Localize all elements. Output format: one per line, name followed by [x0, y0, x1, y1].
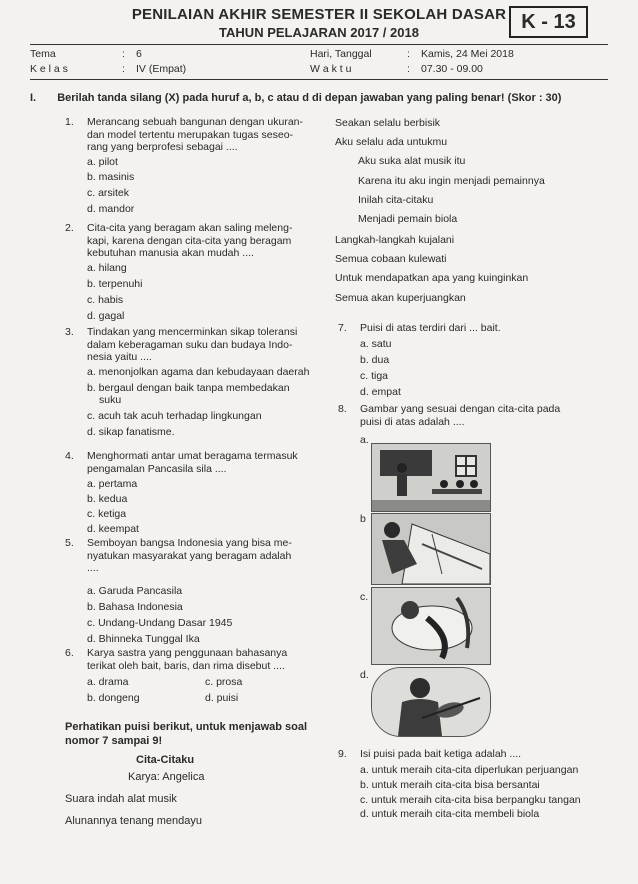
doctor-illustration	[372, 588, 490, 664]
option-c[interactable]: c. ketiga	[87, 508, 127, 520]
question-number: 4.	[65, 450, 74, 462]
question-3	[65, 326, 325, 446]
poem-line: Aku selalu ada untukmu	[335, 136, 448, 148]
question-line: nyatukan masyarakat yang beragam adalah	[87, 549, 292, 562]
question-number: 7.	[338, 322, 347, 334]
question-number: 2.	[65, 222, 74, 234]
question-text	[87, 116, 303, 154]
option-c[interactable]: c. arsitek	[87, 187, 130, 199]
waktu-value: 07.30 - 09.00	[421, 63, 483, 75]
poem-line: Seakan selalu berbisik	[335, 117, 441, 129]
poem-instruction	[65, 720, 307, 748]
question-number: 5.	[65, 537, 74, 549]
question-line: Merancang sebuah bangunan dengan ukuran-	[87, 116, 304, 128]
option-b[interactable]: b. kedua	[87, 493, 128, 505]
question-number: 8.	[338, 403, 347, 415]
question-line: Puisi di atas terdiri dari ... bait.	[360, 322, 501, 334]
question-4	[65, 450, 325, 536]
poem-title: Cita-Citaku	[136, 754, 195, 766]
poem-author: Karya: Angelica	[128, 771, 205, 783]
question-text	[360, 748, 521, 761]
option-d[interactable]: d. mandor	[87, 203, 135, 215]
question-text	[87, 647, 287, 672]
poem-line: Aku suka alat musik itu	[358, 155, 466, 167]
question-text	[87, 326, 297, 364]
question-line: Menghormati antar umat beragama termasuk	[87, 450, 298, 462]
question-1	[65, 116, 325, 218]
option-b[interactable]: b	[360, 513, 366, 525]
option-d[interactable]: d. keempat	[87, 523, 139, 535]
option-b[interactable]: b. terpenuhi	[87, 278, 143, 290]
kelas-value: IV (Empat)	[136, 63, 187, 75]
option-d[interactable]: d. puisi	[205, 692, 239, 704]
option-d[interactable]: d. gagal	[87, 310, 125, 322]
question-7	[338, 322, 608, 402]
question-text	[360, 403, 560, 428]
option-d[interactable]: d. untuk meraih cita-cita membeli biola	[360, 808, 540, 820]
option-b[interactable]: b. bergaul dengan baik tanpa membedakan	[87, 382, 290, 394]
poem-line: Inilah cita-citaku	[358, 194, 434, 206]
violinist-image[interactable]	[371, 667, 491, 737]
option-b-continuation: suku	[99, 394, 122, 406]
question-line: pengamalan Pancasila sila ....	[87, 462, 227, 475]
question-text	[360, 322, 501, 335]
question-6	[65, 647, 325, 711]
option-a[interactable]: a. menonjolkan agama dan kebudayaan daerah	[87, 366, 310, 378]
poem-line: Alunannya tenang mendayu	[65, 815, 202, 827]
info-divider	[30, 79, 608, 80]
question-line: puisi di atas adalah ....	[360, 415, 465, 428]
option-c[interactable]: c. acuh tak acuh terhadap lingkungan	[87, 410, 262, 422]
option-d[interactable]: d. Bhinneka Tunggal Ika	[87, 633, 200, 645]
question-line: rang yang berprofesi sebagai ....	[87, 141, 238, 153]
question-number: 6.	[65, 647, 74, 659]
poem-line: Langkah-langkah kujalani	[335, 234, 455, 246]
tema-sep: :	[122, 48, 125, 60]
section-number: I.	[30, 92, 37, 104]
drafting-architect-image[interactable]	[371, 513, 491, 585]
option-c[interactable]: c.	[360, 591, 369, 603]
option-a[interactable]: a. pertama	[87, 478, 138, 490]
hari-value: Kamis, 24 Mei 2018	[421, 48, 514, 60]
poem-instruction-line: nomor 7 sampai 9!	[65, 735, 163, 747]
option-a[interactable]: a. pilot	[87, 156, 118, 168]
kelas-label: K e l a s	[30, 63, 68, 75]
section-instruction	[30, 92, 590, 104]
question-text	[87, 537, 292, 575]
doctor-patient-image[interactable]	[371, 587, 491, 665]
header-divider	[30, 44, 608, 45]
option-c[interactable]: c. habis	[87, 294, 124, 306]
question-line: Karya sastra yang penggunaan bahasanya	[87, 647, 288, 659]
question-line: Tindakan yang mencerminkan sikap toleransi	[87, 326, 298, 338]
option-b[interactable]: b. Bahasa Indonesia	[87, 601, 183, 613]
question-line: Isi puisi pada bait ketiga adalah ....	[360, 748, 522, 760]
option-b[interactable]: b. dua	[360, 354, 390, 366]
exam-title: PENILAIAN AKHIR SEMESTER II SEKOLAH DASAR	[131, 6, 507, 23]
question-line: Cita-cita yang beragam akan saling meleng-	[87, 222, 293, 234]
question-text	[87, 450, 298, 475]
question-number: 1.	[65, 116, 74, 128]
question-number: 9.	[338, 748, 347, 760]
poem-line: Untuk mendapatkan apa yang kuinginkan	[335, 272, 529, 284]
tema-label: Tema	[30, 48, 56, 60]
classroom-teacher-illustration	[372, 444, 490, 511]
poem-line: Menjadi pemain biola	[358, 213, 458, 225]
section-text: Berilah tanda silang (X) pada huruf a, b, c atau d di depan jawaban yang paling benar! (Skor : 30)	[57, 92, 562, 104]
school-year: TAHUN PELAJARAN 2017 / 2018	[219, 25, 419, 40]
option-b[interactable]: b. untuk meraih cita-cita bisa bersantai	[360, 779, 540, 791]
question-line: Semboyan bangsa Indonesia yang bisa me-	[87, 537, 292, 549]
option-d[interactable]: d. empat	[360, 386, 401, 398]
option-b[interactable]: b. masinis	[87, 171, 135, 183]
question-line: kebutuhan manusia akan mudah ....	[87, 247, 254, 259]
option-a[interactable]: a. untuk meraih cita-cita diperlukan perjuangan	[360, 764, 579, 776]
hari-label: Hari, Tanggal	[310, 48, 372, 60]
poem-line: Semua cobaan kulewati	[335, 253, 447, 265]
question-line: kapi, karena dengan cita-cita yang beragam	[87, 234, 292, 247]
kelas-sep: :	[122, 63, 125, 75]
question-text	[87, 222, 292, 260]
option-c[interactable]: c. tiga	[360, 370, 389, 382]
option-c[interactable]: c. prosa	[205, 676, 243, 688]
question-2	[65, 222, 325, 322]
drafting-illustration	[372, 514, 490, 584]
waktu-sep: :	[407, 63, 410, 75]
option-c[interactable]: c. untuk meraih cita-cita bisa berpangku tangan	[360, 794, 581, 806]
question-line: ....	[87, 562, 99, 574]
question-line: dalam keberagaman suku dan budaya Indo-	[87, 338, 293, 351]
violin-player-illustration	[372, 668, 490, 736]
question-9	[338, 748, 608, 828]
question-line: dan model tertentu merupakan tugas seseo-	[87, 128, 294, 141]
option-a[interactable]: a.	[360, 434, 369, 446]
question-5	[65, 537, 325, 645]
poem-instruction-line: Perhatikan puisi berikut, untuk menjawab soal	[65, 721, 308, 733]
option-a[interactable]: a. drama	[87, 676, 129, 688]
question-line: nesia yaitu ....	[87, 351, 152, 363]
poem-line: Karena itu aku ingin menjadi pemainnya	[358, 175, 545, 187]
tema-value: 6	[136, 48, 142, 60]
option-a[interactable]: a. Garuda Pancasila	[87, 585, 183, 597]
option-d[interactable]: d.	[360, 669, 369, 681]
curriculum-box: K - 13	[509, 6, 588, 38]
option-c[interactable]: c. Undang-Undang Dasar 1945	[87, 617, 233, 629]
question-line: terikat oleh bait, baris, dan rima disebut ....	[87, 659, 285, 672]
question-number: 3.	[65, 326, 74, 338]
poem-line: Semua akan kuperjuangkan	[335, 292, 466, 304]
waktu-label: W a k t u	[310, 63, 352, 75]
option-a[interactable]: a. hilang	[87, 262, 127, 274]
poem-line: Suara indah alat musik	[65, 793, 177, 805]
option-d[interactable]: d. sikap fanatisme.	[87, 426, 175, 438]
classroom-teacher-image[interactable]	[371, 443, 491, 512]
option-b[interactable]: b. dongeng	[87, 692, 140, 704]
hari-sep: :	[407, 48, 410, 60]
option-a[interactable]: a. satu	[360, 338, 392, 350]
question-line: Gambar yang sesuai dengan cita-cita pada	[360, 403, 561, 415]
